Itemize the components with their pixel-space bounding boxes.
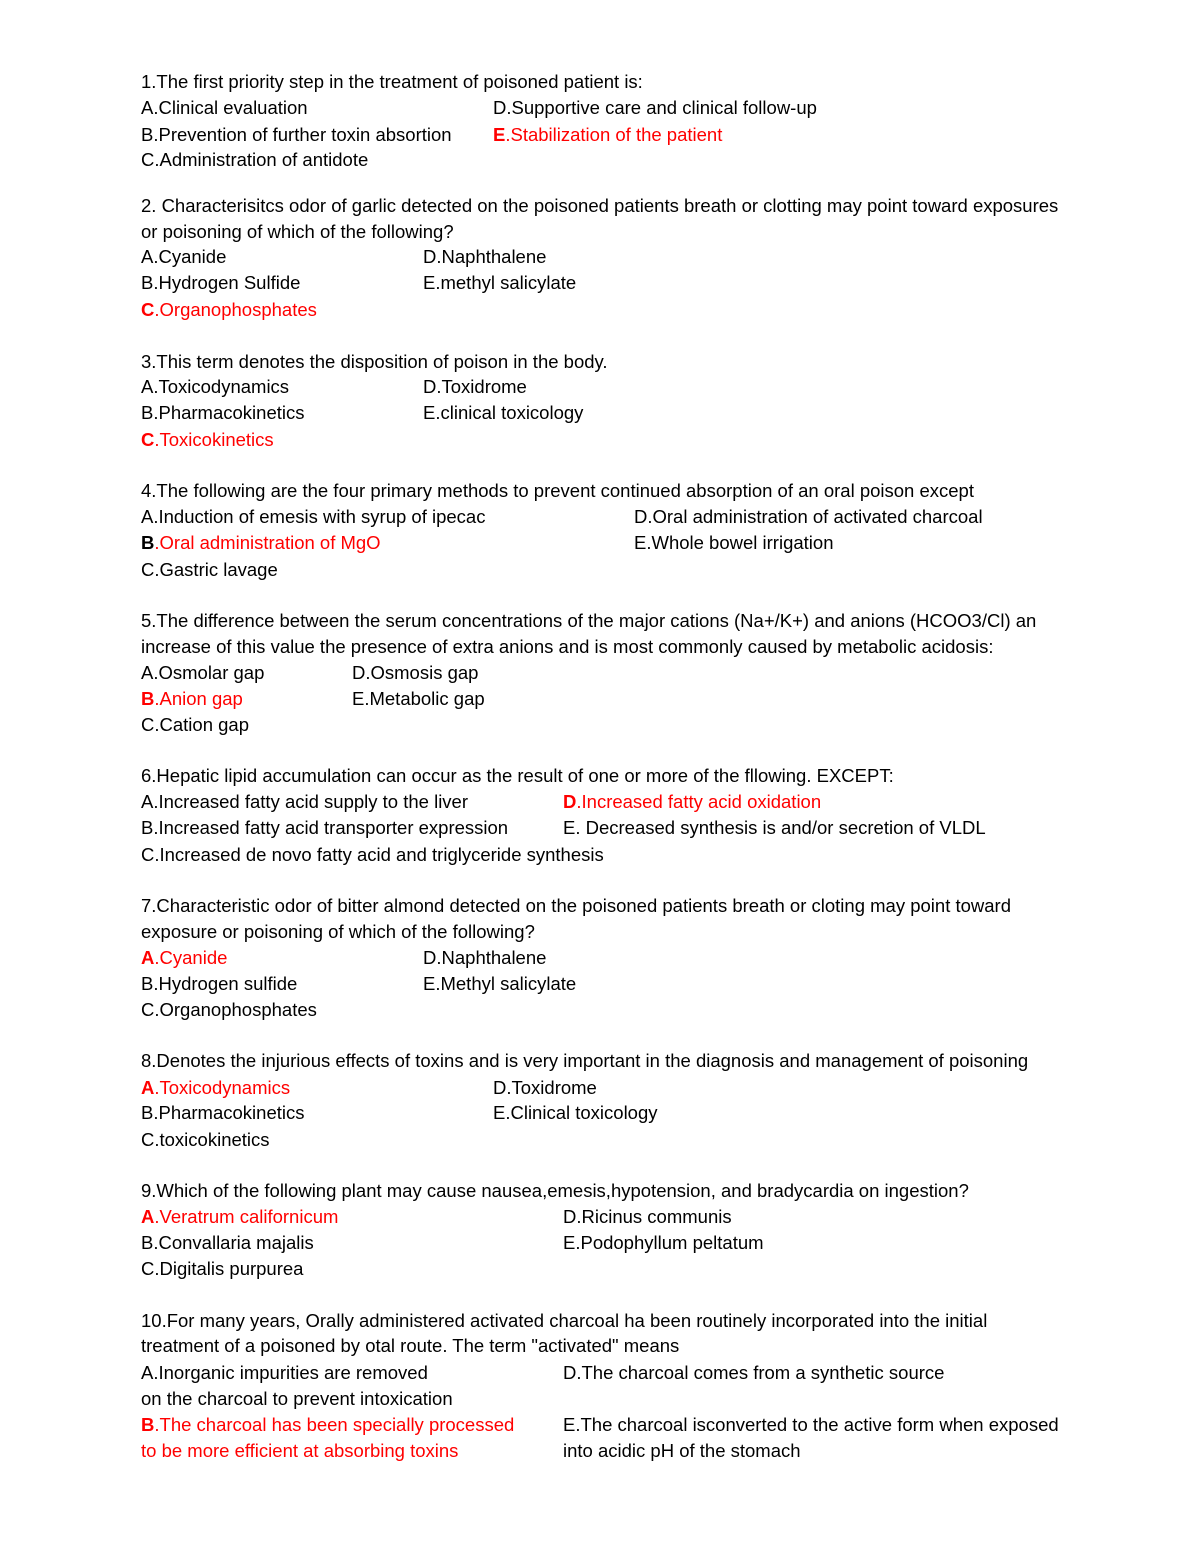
option-d: D.Toxidrome — [493, 1077, 597, 1098]
option-c: C.Cation gap — [141, 714, 249, 735]
question-stem: 7.Characteristic odor of bitter almond detected on the poisoned patients breath or cloting may point toward — [141, 895, 1012, 916]
answer-letter: C — [141, 299, 155, 320]
option-e-cont: into acidic pH of the stomach — [563, 1440, 801, 1461]
option-b: B.Pharmacokinetics — [141, 1102, 305, 1123]
answer-letter: A — [141, 1077, 155, 1098]
answer-text: .The charcoal has been specially processed — [154, 1414, 515, 1435]
question-stem: 4.The following are the four primary methods to prevent continued absorption of an oral poison except — [141, 480, 974, 501]
question-stem-cont: increase of this value the presence of extra anions and is most commonly caused by metabolic acidosis: — [141, 636, 994, 657]
answer-letter: B — [141, 1414, 155, 1435]
question-stem: 9.Which of the following plant may cause nausea,emesis,hypotension, and bradycardia on ingestion? — [141, 1180, 969, 1201]
option-e-correct-answer — [493, 124, 722, 146]
option-d: D.The charcoal comes from a synthetic source — [563, 1362, 945, 1383]
option-c: C.Increased de novo fatty acid and triglyceride synthesis — [141, 844, 604, 865]
answer-text: .Organophosphates — [154, 299, 317, 320]
option-b-cont: to be more efficient at absorbing toxins — [141, 1440, 459, 1461]
question-stem-cont: exposure or poisoning of which of the following? — [141, 921, 535, 942]
option-a: A.Cyanide — [141, 246, 227, 267]
answer-letter: C — [141, 429, 155, 450]
option-b: B.Pharmacokinetics — [141, 402, 305, 423]
question-stem: 3.This term denotes the disposition of poison in the body. — [141, 351, 608, 372]
option-a: A.Osmolar gap — [141, 662, 265, 683]
option-a-correct-answer — [141, 1206, 338, 1228]
option-e: E.Methyl salicylate — [423, 973, 577, 994]
answer-letter: E — [493, 124, 506, 145]
option-b: B.Convallaria majalis — [141, 1232, 314, 1253]
question-stem: 5.The difference between the serum concentrations of the major cations (Na+/K+) and anions (HCOO3/Cl) an — [141, 610, 1037, 631]
option-e: E.Clinical toxicology — [493, 1102, 658, 1123]
answer-text: .Anion gap — [154, 688, 243, 709]
option-c-correct-answer — [141, 429, 274, 451]
answer-letter: B — [141, 688, 155, 709]
option-c: C.Digitalis purpurea — [141, 1258, 304, 1279]
answer-text: .Veratrum californicum — [154, 1206, 339, 1227]
answer-letter: B — [141, 532, 155, 553]
option-e: E.The charcoal isconverted to the active form when exposed — [563, 1414, 1059, 1435]
option-b: B.Hydrogen sulfide — [141, 973, 298, 994]
option-a-correct-answer — [141, 947, 227, 969]
answer-text: .Toxicokinetics — [154, 429, 274, 450]
option-b-correct-answer — [141, 532, 381, 554]
question-stem: 2. Characterisitcs odor of garlic detected on the poisoned patients breath or clotting may point toward exposures — [141, 195, 1059, 216]
option-d: D.Naphthalene — [423, 246, 547, 267]
option-b-correct-answer — [141, 1414, 514, 1436]
option-d: D.Oral administration of activated charcoal — [634, 506, 983, 527]
option-e: E.Podophyllum peltatum — [563, 1232, 764, 1253]
option-a: A.Toxicodynamics — [141, 376, 290, 397]
option-b: B.Prevention of further toxin absortion — [141, 124, 452, 145]
option-c: C.Administration of antidote — [141, 149, 369, 170]
option-a: A.Clinical evaluation — [141, 97, 308, 118]
option-d: D.Toxidrome — [423, 376, 527, 397]
option-a: A.Inorganic impurities are removed — [141, 1362, 428, 1383]
option-e: E.methyl salicylate — [423, 272, 577, 293]
question-stem-cont: treatment of a poisoned by otal route. The term "activated" means — [141, 1335, 680, 1356]
answer-text: .Increased fatty acid oxidation — [576, 791, 822, 812]
answer-text: .Stabilization of the patient — [505, 124, 723, 145]
option-b: B.Hydrogen Sulfide — [141, 272, 301, 293]
option-c-correct-answer — [141, 299, 317, 321]
answer-text: .Toxicodynamics — [154, 1077, 291, 1098]
answer-text: .Oral administration of MgO — [154, 532, 381, 553]
option-c: C.toxicokinetics — [141, 1129, 270, 1150]
answer-letter: A — [141, 947, 155, 968]
option-e: E. Decreased synthesis is and/or secretion of VLDL — [563, 817, 986, 838]
question-stem: 6.Hepatic lipid accumulation can occur as the result of one or more of the fllowing. EXCEPT: — [141, 765, 894, 786]
question-stem: 10.For many years, Orally administered activated charcoal ha been routinely incorporated into the initial — [141, 1310, 988, 1331]
option-e: E.Metabolic gap — [352, 688, 485, 709]
question-stem: 1.The first priority step in the treatment of poisoned patient is: — [141, 71, 643, 92]
option-a-correct-answer — [141, 1077, 290, 1099]
option-d: D.Naphthalene — [423, 947, 547, 968]
option-a: A.Increased fatty acid supply to the liver — [141, 791, 469, 812]
option-d-correct-answer — [563, 791, 821, 813]
option-e: E.clinical toxicology — [423, 402, 584, 423]
option-d: D.Supportive care and clinical follow-up — [493, 97, 817, 118]
answer-letter: D — [563, 791, 577, 812]
question-stem-cont: or poisoning of which of the following? — [141, 221, 454, 242]
option-e: E.Whole bowel irrigation — [634, 532, 834, 553]
option-c: C.Gastric lavage — [141, 559, 278, 580]
answer-letter: A — [141, 1206, 155, 1227]
option-a-cont: on the charcoal to prevent intoxication — [141, 1388, 453, 1409]
question-stem: 8.Denotes the injurious effects of toxins and is very important in the diagnosis and management of poisoning — [141, 1050, 1029, 1071]
option-d: D.Osmosis gap — [352, 662, 479, 683]
option-a: A.Induction of emesis with syrup of ipecac — [141, 506, 486, 527]
option-d: D.Ricinus communis — [563, 1206, 732, 1227]
answer-text: .Cyanide — [154, 947, 228, 968]
option-b-correct-answer — [141, 688, 243, 710]
option-c: C.Organophosphates — [141, 999, 317, 1020]
option-b: B.Increased fatty acid transporter expression — [141, 817, 509, 838]
